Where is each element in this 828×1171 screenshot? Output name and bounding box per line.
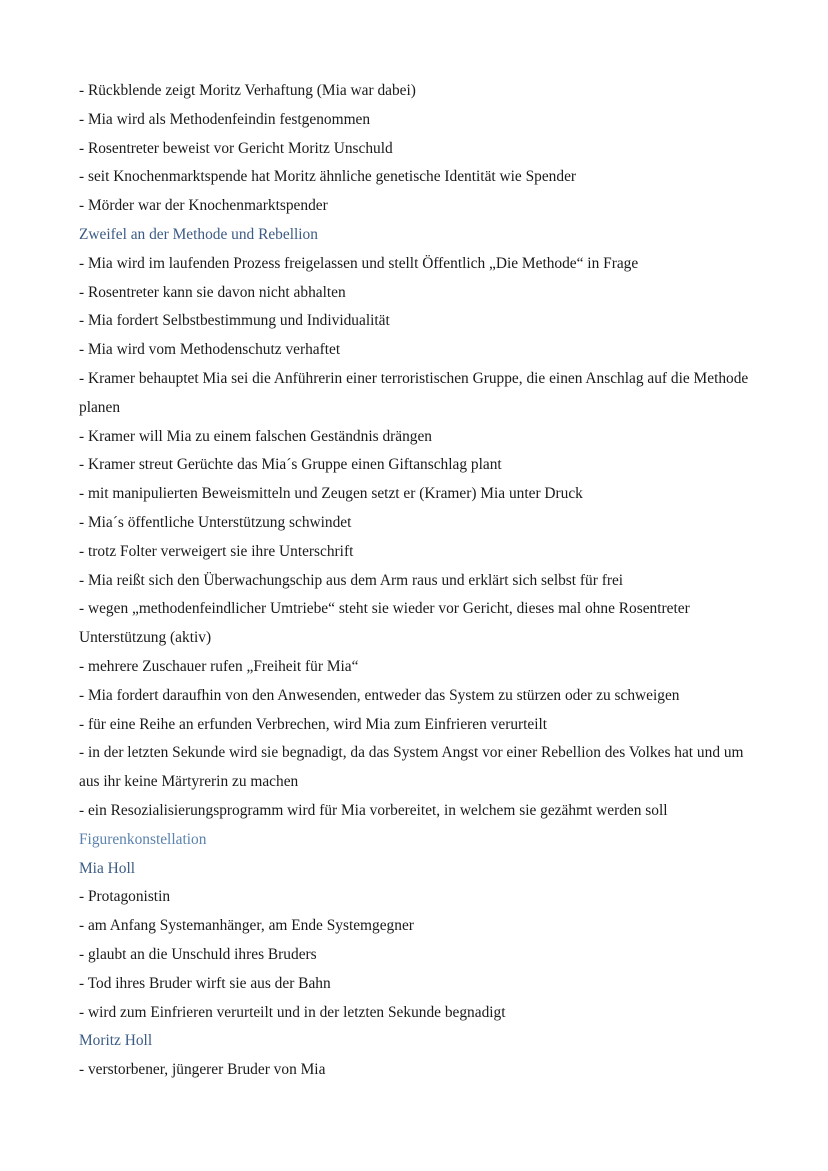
list-item: - trotz Folter verweigert sie ihre Unterschrift (79, 542, 354, 560)
list-item: - wegen „methodenfeindlicher Umtriebe“ steht sie wieder vor Gericht, dieses mal ohne Rosentreter Unterstützung (aktiv) (79, 600, 690, 647)
section-heading-figurenkonstellation: Figurenkonstellation (79, 830, 207, 848)
list-item: - Mia reißt sich den Überwachungschip aus dem Arm raus und erklärt sich selbst für frei (79, 571, 624, 589)
list-item: - Rückblende zeigt Moritz Verhaftung (Mia war dabei) (79, 82, 416, 99)
list-item: - glaubt an die Unschuld ihres Bruders (79, 945, 317, 963)
list-item: - Mia´s öffentliche Unterstützung schwindet (79, 513, 352, 531)
subheading-mia-holl: Mia Holl (79, 859, 136, 877)
list-item: - Mia wird im laufenden Prozess freigelassen und stellt Öffentlich „Die Methode“ in Frage (79, 254, 639, 272)
section-heading-zweifel: Zweifel an der Methode und Rebellion (79, 225, 318, 243)
list-item: - wird zum Einfrieren verurteilt und in der letzten Sekunde begnadigt (79, 1003, 506, 1021)
list-item: - für eine Reihe an erfunden Verbrechen, wird Mia zum Einfrieren verurteilt (79, 715, 548, 733)
list-item: - Mia fordert Selbstbestimmung und Individualität (79, 312, 390, 330)
list-item: - Rosentreter beweist vor Gericht Moritz Unschuld (79, 139, 393, 157)
list-item: - in der letzten Sekunde wird sie begnadigt, da das System Angst vor einer Rebellion des Volkes hat und um aus ihr keine Märtyrerin zu machen (79, 744, 744, 791)
list-item: - Kramer will Mia zu einem falschen Geständnis drängen (79, 427, 433, 445)
list-item: - Mia wird als Methodenfeindin festgenommen (79, 110, 371, 128)
list-item: - Mia fordert daraufhin von den Anwesenden, entweder das System zu stürzen oder zu schweigen (79, 686, 680, 704)
list-item: - ein Resozialisierungsprogramm wird für Mia vorbereitet, in welchem sie gezähmt werden soll (79, 801, 668, 819)
list-item: - seit Knochenmarktspende hat Moritz ähnliche genetische Identität wie Spender (79, 168, 577, 186)
document-page (79, 77, 759, 1085)
list-item: - mehrere Zuschauer rufen „Freiheit für Mia“ (79, 657, 359, 675)
list-item: - Mörder war der Knochenmarktspender (79, 197, 328, 215)
list-item: - Kramer streut Gerüchte das Mia´s Gruppe einen Giftanschlag plant (79, 456, 502, 474)
list-item: - am Anfang Systemanhänger, am Ende Systemgegner (79, 917, 414, 935)
list-item: - Kramer behauptet Mia sei die Anführerin einer terroristischen Gruppe, die einen Anschlag auf die Methode planen (79, 369, 749, 416)
list-item: - mit manipulierten Beweismitteln und Zeugen setzt er (Kramer) Mia unter Druck (79, 485, 583, 503)
list-item: - Mia wird vom Methodenschutz verhaftet (79, 341, 341, 359)
list-item: - Protagonistin (79, 888, 171, 906)
list-item: - verstorbener, jüngerer Bruder von Mia (79, 1061, 326, 1079)
list-item: - Tod ihres Bruder wirft sie aus der Bahn (79, 974, 331, 992)
list-item: - Rosentreter kann sie davon nicht abhalten (79, 283, 346, 301)
subheading-moritz-holl: Moritz Holl (79, 1032, 153, 1050)
